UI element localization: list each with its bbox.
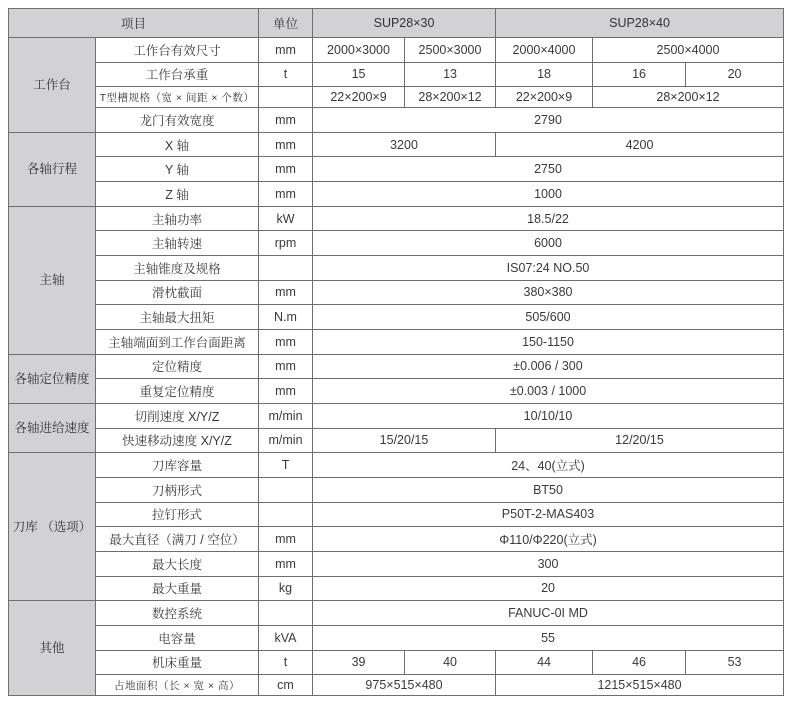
spec-unit: mm: [259, 108, 313, 133]
header-unit: 单位: [259, 9, 313, 38]
spec-label: 定位精度: [96, 354, 259, 379]
spec-value: IS07:24 NO.50: [313, 256, 784, 281]
spec-label: Z 轴: [96, 182, 259, 207]
spec-unit: [259, 502, 313, 527]
spec-value: 53: [686, 650, 784, 675]
spec-unit: cm: [259, 675, 313, 696]
spec-value: 300: [313, 551, 784, 576]
spec-value: 20: [686, 62, 784, 87]
spec-value: 15: [313, 62, 405, 87]
spec-value: 6000: [313, 231, 784, 256]
spec-row: [9, 354, 784, 379]
spec-row: [9, 379, 784, 404]
spec-unit: mm: [259, 354, 313, 379]
spec-label: 最大直径（满刀 / 空位）: [96, 527, 259, 552]
spec-label: 工作台承重: [96, 62, 259, 87]
spec-value: 22×200×9: [313, 87, 405, 108]
spec-row: [9, 601, 784, 626]
spec-value: 15/20/15: [313, 428, 496, 453]
spec-unit: mm: [259, 182, 313, 207]
spec-unit: T: [259, 453, 313, 478]
spec-value: 505/600: [313, 305, 784, 330]
spec-label: 主轴功率: [96, 206, 259, 231]
spec-value: 24、40(立式): [313, 453, 784, 478]
spec-unit: kVA: [259, 625, 313, 650]
row-group-feed-speed: 各轴进给速度: [9, 403, 96, 452]
spec-value: 13: [405, 62, 496, 87]
spec-label: 切削速度 X/Y/Z: [96, 403, 259, 428]
spec-unit: N.m: [259, 305, 313, 330]
spec-value: Φ110/Φ220(立式): [313, 527, 784, 552]
spec-unit: mm: [259, 157, 313, 182]
spec-value: 1000: [313, 182, 784, 207]
spec-label: 最大长度: [96, 551, 259, 576]
spec-row: [9, 527, 784, 552]
spec-label: Y 轴: [96, 157, 259, 182]
spec-unit: t: [259, 62, 313, 87]
spec-value: 1215×515×480: [496, 675, 784, 696]
spec-value: 39: [313, 650, 405, 675]
spec-label: 数控系统: [96, 601, 259, 626]
spec-label: 主轴端面到工作台面距离: [96, 329, 259, 354]
spec-value: 18.5/22: [313, 206, 784, 231]
spec-unit: mm: [259, 38, 313, 63]
spec-unit: mm: [259, 280, 313, 305]
spec-value: 28×200×12: [405, 87, 496, 108]
spec-unit: t: [259, 650, 313, 675]
header-row: [9, 9, 784, 38]
spec-label: 机床重量: [96, 650, 259, 675]
spec-value: 44: [496, 650, 593, 675]
spec-value: 975×515×480: [313, 675, 496, 696]
spec-row: [9, 132, 784, 157]
spec-label: 主轴转速: [96, 231, 259, 256]
spec-label: 拉钉形式: [96, 502, 259, 527]
spec-label: 主轴锥度及规格: [96, 256, 259, 281]
spec-unit: mm: [259, 329, 313, 354]
spec-unit: kW: [259, 206, 313, 231]
spec-row: [9, 256, 784, 281]
row-group-spindle: 主轴: [9, 206, 96, 354]
spec-value: 2000×3000: [313, 38, 405, 63]
spec-label: 刀柄形式: [96, 477, 259, 502]
spec-value: 46: [593, 650, 686, 675]
spec-label: 电容量: [96, 625, 259, 650]
spec-value: 40: [405, 650, 496, 675]
spec-value: ±0.003 / 1000: [313, 379, 784, 404]
spec-value: 12/20/15: [496, 428, 784, 453]
spec-row: [9, 38, 784, 63]
spec-label: 快速移动速度 X/Y/Z: [96, 428, 259, 453]
spec-unit: kg: [259, 576, 313, 601]
spec-value: 22×200×9: [496, 87, 593, 108]
spec-value: 20: [313, 576, 784, 601]
spec-value: BT50: [313, 477, 784, 502]
row-group-other: 其他: [9, 601, 96, 696]
spec-unit: rpm: [259, 231, 313, 256]
spec-row: [9, 87, 784, 108]
spec-unit: [259, 256, 313, 281]
spec-row: [9, 182, 784, 207]
header-model-sup28x30: SUP28×30: [313, 9, 496, 38]
spec-value: 380×380: [313, 280, 784, 305]
header-model-sup28x40: SUP28×40: [496, 9, 784, 38]
spec-label: 占地面积（长 × 宽 × 高）: [96, 675, 259, 696]
spec-row: [9, 62, 784, 87]
spec-row: [9, 108, 784, 133]
spec-value: 18: [496, 62, 593, 87]
spec-value: 2000×4000: [496, 38, 593, 63]
spec-label: 最大重量: [96, 576, 259, 601]
spec-value: 150-1150: [313, 329, 784, 354]
spec-row: [9, 502, 784, 527]
spec-unit: [259, 477, 313, 502]
spec-unit: [259, 601, 313, 626]
spec-row: [9, 305, 784, 330]
spec-value: 2500×4000: [593, 38, 784, 63]
spec-value: 4200: [496, 132, 784, 157]
spec-row: [9, 428, 784, 453]
spec-row: [9, 329, 784, 354]
row-group-positioning-accuracy: 各轴定位精度: [9, 354, 96, 403]
row-group-axis-travel: 各轴行程: [9, 132, 96, 206]
spec-unit: m/min: [259, 403, 313, 428]
spec-value: 10/10/10: [313, 403, 784, 428]
spec-label: 龙门有效宽度: [96, 108, 259, 133]
spec-row: [9, 231, 784, 256]
spec-label: X 轴: [96, 132, 259, 157]
row-group-worktable: 工作台: [9, 38, 96, 133]
spec-label: 工作台有效尺寸: [96, 38, 259, 63]
spec-unit: mm: [259, 132, 313, 157]
spec-row: [9, 157, 784, 182]
spec-row: [9, 650, 784, 675]
spec-label: 刀库容量: [96, 453, 259, 478]
spec-value: 16: [593, 62, 686, 87]
spec-label: 主轴最大扭矩: [96, 305, 259, 330]
spec-unit: [259, 87, 313, 108]
spec-row: [9, 551, 784, 576]
spec-value: 2790: [313, 108, 784, 133]
spec-row: [9, 280, 784, 305]
spec-unit: mm: [259, 527, 313, 552]
spec-unit: mm: [259, 379, 313, 404]
spec-row: [9, 625, 784, 650]
spec-value: 28×200×12: [593, 87, 784, 108]
spec-value: ±0.006 / 300: [313, 354, 784, 379]
spec-row: [9, 403, 784, 428]
spec-label: T型槽规格（宽 × 间距 × 个数）: [96, 87, 259, 108]
spec-row: [9, 675, 784, 696]
spec-unit: m/min: [259, 428, 313, 453]
spec-value: 2750: [313, 157, 784, 182]
spec-value: 55: [313, 625, 784, 650]
spec-unit: mm: [259, 551, 313, 576]
spec-row: [9, 477, 784, 502]
row-group-tool-magazine: 刀库 （选项）: [9, 453, 96, 601]
spec-label: 重复定位精度: [96, 379, 259, 404]
spec-value: P50T-2-MAS403: [313, 502, 784, 527]
spec-label: 滑枕截面: [96, 280, 259, 305]
spec-table: [8, 8, 784, 696]
spec-row: [9, 576, 784, 601]
spec-value: 2500×3000: [405, 38, 496, 63]
spec-value: 3200: [313, 132, 496, 157]
header-item: 项目: [9, 9, 259, 38]
spec-row: [9, 206, 784, 231]
spec-row: [9, 453, 784, 478]
spec-value: FANUC-0I MD: [313, 601, 784, 626]
